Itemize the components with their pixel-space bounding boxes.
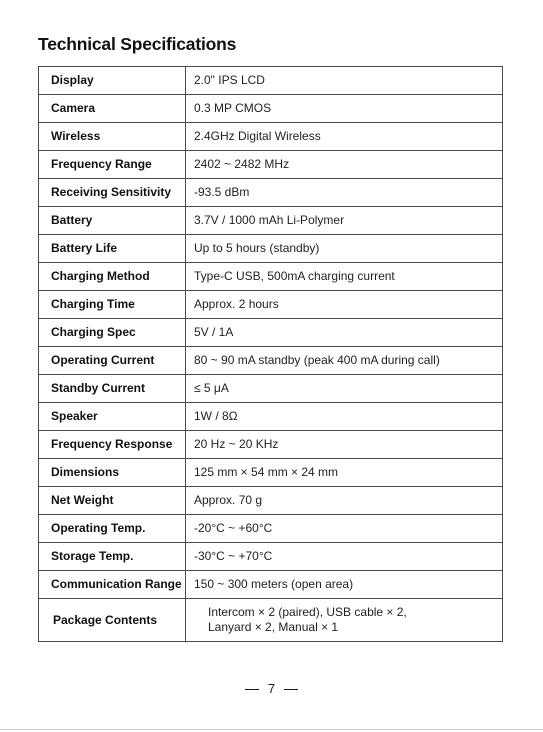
spec-value: [186, 291, 503, 319]
spec-value-line: 2.4GHz Digital Wireless: [194, 129, 321, 143]
page-footer: [0, 681, 543, 696]
spec-value-line: -20°C ~ +60°C: [194, 521, 273, 535]
spec-value-line: 125 mm × 54 mm × 24 mm: [194, 465, 339, 479]
spec-row: [39, 403, 503, 431]
spec-label: Speaker: [39, 403, 186, 431]
spec-value: [186, 431, 503, 459]
spec-value: [186, 95, 503, 123]
bottom-rule: [0, 729, 543, 730]
footer-dash-right: [284, 689, 298, 690]
spec-value: [186, 319, 503, 347]
spec-label: Charging Method: [39, 263, 186, 291]
spec-value-line: Approx. 2 hours: [194, 297, 279, 311]
spec-value-line: Intercom × 2 (paired), USB cable × 2,: [208, 605, 407, 619]
spec-label: Wireless: [39, 123, 186, 151]
spec-label: Battery Life: [39, 235, 186, 263]
spec-value: [186, 543, 503, 571]
spec-row: [39, 263, 503, 291]
spec-value-line: -93.5 dBm: [194, 185, 250, 199]
spec-row: [39, 179, 503, 207]
spec-value-line: 2402 ~ 2482 MHz: [194, 157, 290, 171]
spec-label: Package Contents: [39, 599, 186, 642]
spec-label: Display: [39, 67, 186, 95]
spec-label: Camera: [39, 95, 186, 123]
footer-dash-left: [245, 689, 259, 690]
spec-label: Operating Current: [39, 347, 186, 375]
spec-row: [39, 347, 503, 375]
spec-row: [39, 515, 503, 543]
spec-label: Battery: [39, 207, 186, 235]
spec-label: Frequency Response: [39, 431, 186, 459]
spec-value-line: 20 Hz ~ 20 KHz: [194, 437, 279, 451]
spec-row: [39, 291, 503, 319]
spec-row: [39, 151, 503, 179]
page-number: 7: [267, 681, 276, 696]
spec-value-line: 0.3 MP CMOS: [194, 101, 272, 115]
spec-value-line: Type-C USB, 500mA charging current: [194, 269, 395, 283]
spec-value: [186, 67, 503, 95]
spec-value: [186, 207, 503, 235]
spec-label: Dimensions: [39, 459, 186, 487]
spec-row: [39, 543, 503, 571]
spec-value-line: 80 ~ 90 mA standby (peak 400 mA during call): [194, 353, 440, 367]
spec-value-line: Approx. 70 g: [194, 493, 263, 507]
spec-label: Standby Current: [39, 375, 186, 403]
spec-table-body: [39, 67, 503, 642]
spec-row: [39, 67, 503, 95]
spec-row: [39, 207, 503, 235]
spec-value-line: ≤ 5 μA: [194, 381, 229, 395]
spec-row: [39, 95, 503, 123]
spec-row: [39, 571, 503, 599]
spec-label: Communication Range: [39, 571, 186, 599]
spec-value: [186, 571, 503, 599]
spec-value: [186, 459, 503, 487]
page-title: Technical Specifications: [38, 34, 237, 54]
spec-value-line: 2.0" IPS LCD: [194, 73, 265, 87]
spec-value: [186, 515, 503, 543]
spec-value-line: 3.7V / 1000 mAh Li-Polymer: [194, 213, 345, 227]
spec-value: [186, 179, 503, 207]
spec-value: [186, 263, 503, 291]
spec-label: Charging Time: [39, 291, 186, 319]
spec-row: [39, 487, 503, 515]
spec-value-line: 5V / 1A: [194, 325, 234, 339]
spec-row: [39, 123, 503, 151]
spec-row: [39, 375, 503, 403]
spec-label: Storage Temp.: [39, 543, 186, 571]
spec-value: [186, 487, 503, 515]
spec-value: [186, 347, 503, 375]
spec-value: [186, 375, 503, 403]
spec-value-line: 150 ~ 300 meters (open area): [194, 577, 354, 591]
spec-table: [38, 66, 503, 642]
spec-value-line: 1W / 8Ω: [194, 409, 238, 423]
spec-value-line: Lanyard × 2, Manual × 1: [208, 620, 339, 634]
spec-value: [186, 403, 503, 431]
spec-label: Frequency Range: [39, 151, 186, 179]
spec-value: [186, 599, 503, 642]
spec-row: [39, 431, 503, 459]
spec-value: [186, 151, 503, 179]
spec-row: [39, 235, 503, 263]
spec-value-line: -30°C ~ +70°C: [194, 549, 273, 563]
spec-label: Operating Temp.: [39, 515, 186, 543]
spec-row: [39, 319, 503, 347]
spec-row: [39, 599, 503, 642]
spec-label: Receiving Sensitivity: [39, 179, 186, 207]
spec-value: [186, 235, 503, 263]
spec-label: Net Weight: [39, 487, 186, 515]
spec-label: Charging Spec: [39, 319, 186, 347]
spec-value-line: Up to 5 hours (standby): [194, 241, 320, 255]
spec-value: [186, 123, 503, 151]
spec-row: [39, 459, 503, 487]
